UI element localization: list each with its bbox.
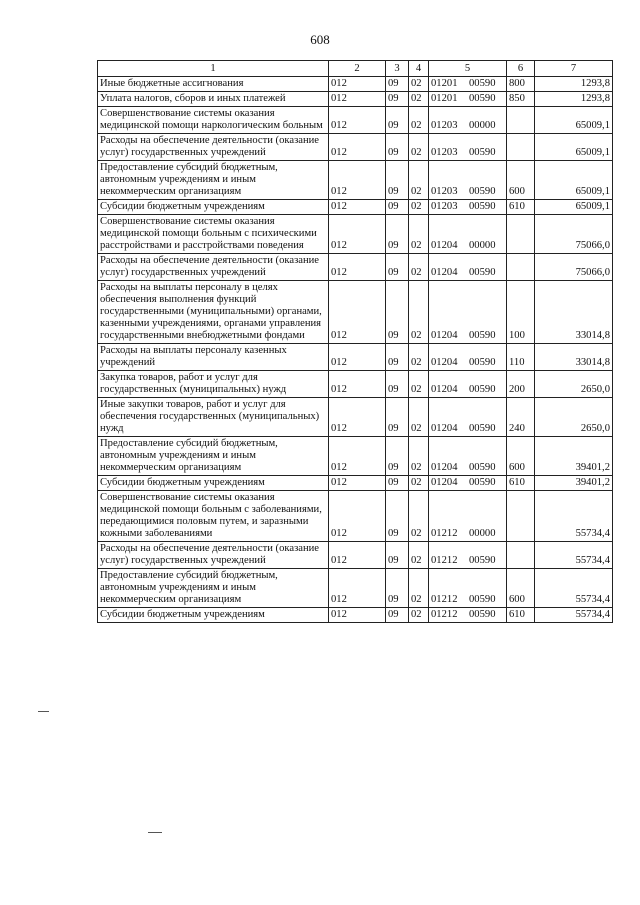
row-expense-type (507, 215, 535, 254)
row-target-code-program: 01204 (431, 357, 458, 368)
row-target-code-direction: 00590 (469, 201, 496, 212)
row-ministry-code: 012 (329, 398, 386, 437)
row-target-code-direction: 00590 (469, 330, 496, 341)
row-amount: 65009,1 (535, 134, 613, 161)
row-section-code: 09 (386, 371, 409, 398)
row-target-code-direction: 00590 (469, 477, 496, 488)
row-name: Субсидии бюджетным учреждениям (98, 608, 329, 623)
row-amount: 65009,1 (535, 200, 613, 215)
page-number: 608 (310, 32, 330, 47)
row-target-code-program: 01204 (431, 330, 458, 341)
row-expense-type (507, 254, 535, 281)
row-section-code: 09 (386, 134, 409, 161)
row-target-code (429, 491, 507, 542)
row-section-code: 09 (386, 344, 409, 371)
row-expense-type: 110 (507, 344, 535, 371)
row-amount: 1293,8 (535, 92, 613, 107)
row-expense-type: 240 (507, 398, 535, 437)
row-name: Иные закупки товаров, работ и услуг для обеспечения государственных (муниципальных) нужд (98, 398, 329, 437)
table-row (98, 344, 613, 371)
row-expense-type (507, 107, 535, 134)
row-name: Предоставление субсидий бюджетным, автономным учреждениям и иным некоммерческим организациям (98, 437, 329, 476)
row-target-code-direction: 00590 (469, 462, 496, 473)
row-section-code: 09 (386, 569, 409, 608)
row-target-code-direction: 00000 (469, 240, 496, 251)
table-row (98, 92, 613, 107)
row-expense-type: 800 (507, 77, 535, 92)
row-expense-type: 850 (507, 92, 535, 107)
row-subsection-code: 02 (409, 134, 429, 161)
row-name: Совершенствование системы оказания медицинской помощи больным с заболеваниями, передающимися половым путем, и заразными кожными заболеваниями (98, 491, 329, 542)
table-row (98, 608, 613, 623)
row-amount: 2650,0 (535, 371, 613, 398)
table-row (98, 77, 613, 92)
row-expense-type: 610 (507, 608, 535, 623)
row-amount: 1293,8 (535, 77, 613, 92)
row-name: Расходы на обеспечение деятельности (оказание услуг) государственных учреждений (98, 542, 329, 569)
row-name: Закупка товаров, работ и услуг для государственных (муниципальных) нужд (98, 371, 329, 398)
row-amount: 33014,8 (535, 344, 613, 371)
row-section-code: 09 (386, 254, 409, 281)
header-cell-subsection: 4 (409, 61, 429, 77)
row-target-code-direction: 00590 (469, 594, 496, 605)
row-target-code-direction: 00000 (469, 528, 496, 539)
row-target-code-program: 01212 (431, 555, 458, 566)
table-row (98, 134, 613, 161)
row-name: Расходы на обеспечение деятельности (оказание услуг) государственных учреждений (98, 134, 329, 161)
header-cell-amount: 7 (535, 61, 613, 77)
header-cell-section: 3 (386, 61, 409, 77)
row-target-code-program: 01203 (431, 120, 458, 131)
margin-mark (148, 832, 162, 833)
table-row (98, 254, 613, 281)
row-target-code (429, 134, 507, 161)
row-target-code-program: 01201 (431, 93, 458, 104)
row-subsection-code: 02 (409, 215, 429, 254)
row-target-code (429, 161, 507, 200)
row-target-code-direction: 00590 (469, 555, 496, 566)
row-ministry-code: 012 (329, 371, 386, 398)
row-section-code: 09 (386, 77, 409, 92)
row-target-code-program: 01204 (431, 462, 458, 473)
row-target-code (429, 371, 507, 398)
row-target-code-direction: 00590 (469, 267, 496, 278)
row-subsection-code: 02 (409, 437, 429, 476)
header-cell-expense-type: 6 (507, 61, 535, 77)
row-target-code-program: 01212 (431, 594, 458, 605)
table-row (98, 161, 613, 200)
row-section-code: 09 (386, 281, 409, 344)
table-row (98, 437, 613, 476)
row-name: Субсидии бюджетным учреждениям (98, 476, 329, 491)
row-target-code-program: 01204 (431, 267, 458, 278)
row-section-code: 09 (386, 542, 409, 569)
row-subsection-code: 02 (409, 161, 429, 200)
row-amount: 55734,4 (535, 569, 613, 608)
header-cell-name: 1 (98, 61, 329, 77)
row-target-code (429, 92, 507, 107)
table-row (98, 476, 613, 491)
row-expense-type: 600 (507, 569, 535, 608)
row-name: Расходы на выплаты персоналу в целях обеспечения выполнения функций государственными (муниципальными) органами, казенными учреждениями, органами управления государственными внебюджетными фондами (98, 281, 329, 344)
table-row (98, 569, 613, 608)
row-expense-type (507, 134, 535, 161)
row-name: Расходы на обеспечение деятельности (оказание услуг) государственных учреждений (98, 254, 329, 281)
row-target-code-direction: 00590 (469, 186, 496, 197)
row-section-code: 09 (386, 608, 409, 623)
row-name: Предоставление субсидий бюджетным, автономным учреждениям и иным некоммерческим организациям (98, 161, 329, 200)
row-ministry-code: 012 (329, 77, 386, 92)
row-section-code: 09 (386, 92, 409, 107)
row-name: Предоставление субсидий бюджетным, автономным учреждениям и иным некоммерческим организациям (98, 569, 329, 608)
row-ministry-code: 012 (329, 608, 386, 623)
row-name: Расходы на выплаты персоналу казенных учреждений (98, 344, 329, 371)
row-target-code-direction: 00590 (469, 93, 496, 104)
row-target-code-direction: 00590 (469, 423, 496, 434)
row-ministry-code: 012 (329, 254, 386, 281)
row-target-code (429, 344, 507, 371)
row-ministry-code: 012 (329, 161, 386, 200)
row-ministry-code: 012 (329, 215, 386, 254)
row-amount: 39401,2 (535, 437, 613, 476)
row-target-code-program: 01203 (431, 147, 458, 158)
row-ministry-code: 012 (329, 344, 386, 371)
row-ministry-code: 012 (329, 92, 386, 107)
row-target-code-program: 01212 (431, 609, 458, 620)
row-amount: 39401,2 (535, 476, 613, 491)
row-amount: 65009,1 (535, 107, 613, 134)
row-target-code (429, 476, 507, 491)
row-target-code-program: 01203 (431, 186, 458, 197)
row-target-code-direction: 00000 (469, 120, 496, 131)
row-amount: 55734,4 (535, 491, 613, 542)
row-target-code-direction: 00590 (469, 78, 496, 89)
row-name: Уплата налогов, сборов и иных платежей (98, 92, 329, 107)
row-target-code-program: 01204 (431, 384, 458, 395)
row-expense-type: 610 (507, 200, 535, 215)
row-subsection-code: 02 (409, 344, 429, 371)
margin-mark (38, 711, 49, 712)
row-expense-type: 100 (507, 281, 535, 344)
row-subsection-code: 02 (409, 77, 429, 92)
row-target-code (429, 437, 507, 476)
row-target-code-direction: 00590 (469, 384, 496, 395)
row-subsection-code: 02 (409, 398, 429, 437)
row-target-code-direction: 00590 (469, 357, 496, 368)
row-amount: 33014,8 (535, 281, 613, 344)
row-subsection-code: 02 (409, 542, 429, 569)
row-ministry-code: 012 (329, 281, 386, 344)
row-expense-type: 600 (507, 161, 535, 200)
row-expense-type (507, 491, 535, 542)
row-name: Совершенствование системы оказания медицинской помощи больным с психическими расстройствами и расстройствами поведения (98, 215, 329, 254)
row-expense-type (507, 542, 535, 569)
table-row (98, 491, 613, 542)
row-section-code: 09 (386, 161, 409, 200)
header-cell-ministry: 2 (329, 61, 386, 77)
row-amount: 55734,4 (535, 608, 613, 623)
row-target-code (429, 254, 507, 281)
table-row (98, 200, 613, 215)
header-cell-target: 5 (429, 61, 507, 77)
row-section-code: 09 (386, 398, 409, 437)
row-section-code: 09 (386, 215, 409, 254)
row-name: Субсидии бюджетным учреждениям (98, 200, 329, 215)
row-target-code (429, 398, 507, 437)
row-section-code: 09 (386, 491, 409, 542)
row-ministry-code: 012 (329, 134, 386, 161)
row-target-code (429, 569, 507, 608)
row-amount: 75066,0 (535, 254, 613, 281)
row-section-code: 09 (386, 200, 409, 215)
table-row (98, 215, 613, 254)
row-amount: 65009,1 (535, 161, 613, 200)
row-target-code-program: 01201 (431, 78, 458, 89)
row-ministry-code: 012 (329, 569, 386, 608)
row-target-code (429, 77, 507, 92)
row-target-code-program: 01204 (431, 240, 458, 251)
row-ministry-code: 012 (329, 107, 386, 134)
row-subsection-code: 02 (409, 476, 429, 491)
row-subsection-code: 02 (409, 281, 429, 344)
row-subsection-code: 02 (409, 92, 429, 107)
row-ministry-code: 012 (329, 437, 386, 476)
row-subsection-code: 02 (409, 107, 429, 134)
table-row (98, 281, 613, 344)
row-target-code-program: 01203 (431, 201, 458, 212)
row-subsection-code: 02 (409, 200, 429, 215)
row-target-code (429, 281, 507, 344)
row-target-code (429, 215, 507, 254)
row-target-code-direction: 00590 (469, 609, 496, 620)
row-ministry-code: 012 (329, 542, 386, 569)
row-section-code: 09 (386, 476, 409, 491)
budget-table (97, 60, 613, 623)
row-target-code (429, 608, 507, 623)
row-amount: 75066,0 (535, 215, 613, 254)
row-name: Иные бюджетные ассигнования (98, 77, 329, 92)
row-target-code-direction: 00590 (469, 147, 496, 158)
row-amount: 55734,4 (535, 542, 613, 569)
table-row (98, 542, 613, 569)
row-expense-type: 600 (507, 437, 535, 476)
row-section-code: 09 (386, 107, 409, 134)
table-row (98, 371, 613, 398)
row-name: Совершенствование системы оказания медицинской помощи наркологическим больным (98, 107, 329, 134)
row-ministry-code: 012 (329, 476, 386, 491)
row-target-code (429, 200, 507, 215)
row-expense-type: 200 (507, 371, 535, 398)
table-row (98, 107, 613, 134)
row-target-code-program: 01204 (431, 423, 458, 434)
row-amount: 2650,0 (535, 398, 613, 437)
row-target-code (429, 107, 507, 134)
row-ministry-code: 012 (329, 491, 386, 542)
row-subsection-code: 02 (409, 569, 429, 608)
row-target-code-program: 01204 (431, 477, 458, 488)
row-ministry-code: 012 (329, 200, 386, 215)
row-expense-type: 610 (507, 476, 535, 491)
row-section-code: 09 (386, 437, 409, 476)
table-body (98, 77, 613, 623)
row-subsection-code: 02 (409, 491, 429, 542)
row-target-code (429, 542, 507, 569)
row-subsection-code: 02 (409, 608, 429, 623)
table-row (98, 398, 613, 437)
row-subsection-code: 02 (409, 371, 429, 398)
row-target-code-program: 01212 (431, 528, 458, 539)
header-row (98, 61, 613, 77)
row-subsection-code: 02 (409, 254, 429, 281)
